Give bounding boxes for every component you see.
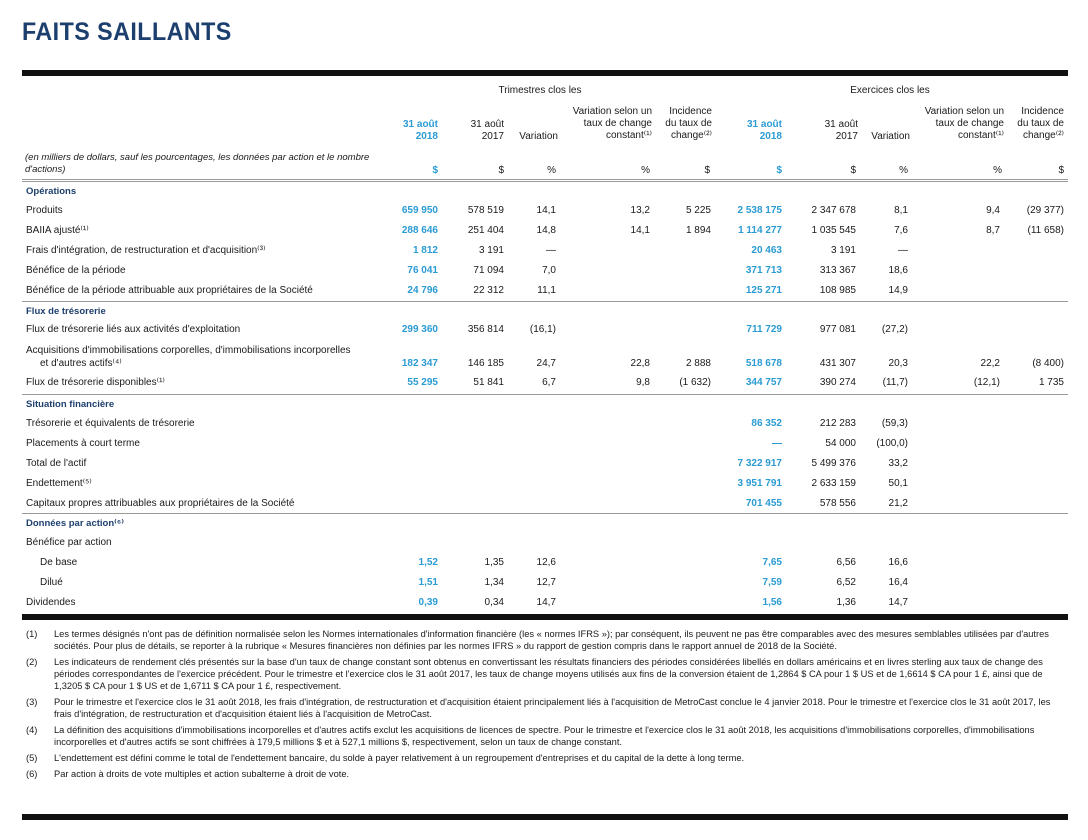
cell-y-variation: 14,9	[888, 285, 908, 296]
table-row	[22, 373, 1068, 393]
cell-y-constant: 22,2	[980, 358, 1000, 369]
page-bottom-rule	[22, 814, 1068, 820]
cell-q-impact: 5 225	[685, 205, 711, 216]
section-title: Données par action⁽⁶⁾	[26, 518, 125, 529]
cell-q-2018: 55 295	[407, 377, 438, 388]
cell-q-variation: —	[546, 245, 556, 256]
row-label: Placements à court terme	[26, 438, 140, 449]
footnote: (6) Par action à droits de vote multiples et action subalterne à droit de vote.	[26, 769, 350, 779]
cell-y-constant: 9,4	[986, 205, 1000, 216]
cell-q-variation: 24,7	[536, 358, 556, 369]
cell-y-2018: —	[772, 438, 782, 449]
cell-q-2018: 1,51	[418, 577, 438, 588]
years-group-heading: Exercices clos les	[850, 85, 930, 96]
row-label: Bénéfice de la période attribuable aux propriétaires de la Société	[26, 285, 313, 296]
header-y-2018: 31 août 2018	[746, 119, 782, 142]
row-label: De base	[40, 557, 78, 568]
cell-q-2018: 299 360	[401, 324, 438, 335]
header-q-2018: 31 août 2018	[402, 119, 438, 142]
cell-q-variation: 14,7	[536, 597, 556, 608]
cell-q-2017: 0,34	[484, 597, 504, 608]
cell-y-2018: 344 757	[745, 377, 782, 388]
table-row	[22, 342, 1068, 374]
cell-y-variation: (59,3)	[881, 418, 908, 429]
row-label: Total de l'actif	[26, 458, 87, 469]
unit-y-variation: %	[899, 165, 908, 176]
footnote: (1) Les termes désignés n'ont pas de définition normalisée selon les Normes internationales d'information financière (les « normes IFRS »); par conséquent, ils peuvent ne pas être comparables avec des mesures semblables utilisées par d'autres sociétés. Pour plus de détails, se reporter à la rubrique « Mesures financières non définies par les normes IFRS » du rapport de gestion compris dans le rapport annuel de 2018 de la Société.	[26, 629, 1049, 651]
row-label: Flux de trésorerie disponibles⁽¹⁾	[26, 377, 165, 388]
table-row	[22, 434, 1068, 454]
cell-y-2017: 2 633 159	[811, 478, 856, 489]
table-row	[22, 553, 1068, 573]
cell-y-2018: 701 455	[745, 498, 782, 509]
cell-y-2017: 2 347 678	[811, 205, 856, 216]
cell-q-2017: 3 191	[478, 245, 504, 256]
cell-q-constant: 22,8	[630, 358, 650, 369]
unit-q-variation: %	[547, 165, 556, 176]
cell-y-variation: (27,2)	[881, 324, 908, 335]
cell-q-variation: 14,1	[536, 205, 556, 216]
cell-q-2017: 1,34	[484, 577, 504, 588]
unit-q-2017: $	[498, 165, 504, 176]
cell-y-2018: 518 678	[745, 358, 782, 369]
cell-q-variation: (16,1)	[529, 324, 556, 335]
cell-q-constant: 13,2	[630, 205, 650, 216]
units-caption: (en milliers de dollars, sauf les pourcentages, les données par action et le nombre d'actions)	[25, 152, 370, 175]
footnote: (2) Les indicateurs de rendement clés présentés sur la base d'un taux de change constant sont obtenus en convertissant les résultats financiers des périodes considérées libellés en dollars américains et en livres sterling aux taux de change des périodes correspondantes de l'exercice précédent. Pour le trimestre et l'exercice clos le 31 août 2017, les taux de change moyens utilisés aux fins de la conversion étaient de 1,2864 $ CA pour 1 $ US et de 1,6614 $ CA pour 1 £, ainsi que de 1,3205 $ CA pour 1 $ US et de 1,6711 $ CA pour 1 £, respectivement.	[26, 657, 1043, 691]
header-q-2017: 31 août 2017	[470, 119, 504, 142]
row-label: Dividendes	[26, 597, 76, 608]
table-row	[22, 201, 1068, 221]
cell-y-2017: 390 274	[819, 377, 856, 388]
row-label: Dilué	[40, 577, 63, 588]
cell-y-2017: 108 985	[819, 285, 856, 296]
cell-q-variation: 6,7	[542, 377, 556, 388]
table-row	[22, 241, 1068, 261]
cell-y-2017: 578 556	[819, 498, 856, 509]
cell-y-2017: 431 307	[819, 358, 856, 369]
section-title: Situation financière	[26, 399, 115, 410]
cell-y-variation: 33,2	[888, 458, 908, 469]
cell-q-2017: 51 841	[473, 377, 504, 388]
table-row	[22, 494, 1068, 514]
section-title: Flux de trésorerie	[26, 306, 106, 317]
row-label: Endettement⁽⁵⁾	[26, 478, 92, 489]
table-row	[22, 593, 1068, 613]
cell-q-variation: 12,7	[536, 577, 556, 588]
footnotes	[22, 628, 1068, 784]
cell-q-2018: 659 950	[401, 205, 438, 216]
cell-q-constant: 9,8	[636, 377, 650, 388]
table-row	[22, 454, 1068, 474]
table-row	[22, 281, 1068, 301]
section-financial	[22, 394, 1068, 415]
cell-y-variation: 21,2	[888, 498, 908, 509]
cell-y-2017: 6,52	[836, 577, 856, 588]
section-title: Opérations	[26, 186, 77, 197]
cell-y-2018: 371 713	[745, 265, 782, 276]
cell-y-2018: 7,65	[762, 557, 782, 568]
cell-y-variation: 7,6	[894, 225, 908, 236]
cell-q-impact: 1 894	[685, 225, 711, 236]
unit-q-2018: $	[432, 165, 438, 176]
table-row	[22, 533, 1068, 553]
cell-y-2018: 7 322 917	[737, 458, 782, 469]
header-y-2017: 31 août 2017	[824, 119, 858, 142]
cell-q-variation: 11,1	[537, 285, 556, 296]
cell-q-impact: (1 632)	[679, 377, 711, 388]
section-cashflow	[22, 301, 1068, 322]
cell-y-2018: 2 538 175	[737, 205, 782, 216]
header-q-impact: Incidence du taux de change⁽²⁾	[665, 106, 712, 141]
cell-q-variation: 12,6	[536, 557, 556, 568]
cell-y-impact: (29 377)	[1026, 205, 1064, 216]
top-rule	[22, 70, 1068, 76]
cell-q-2017: 22 312	[473, 285, 504, 296]
cell-y-2018: 86 352	[751, 418, 782, 429]
row-label: Frais d'intégration, de restructuration et d'acquisition⁽³⁾	[26, 245, 266, 256]
cell-y-variation: 18,6	[888, 265, 908, 276]
table-row	[22, 414, 1068, 434]
table-row	[22, 261, 1068, 281]
cell-y-variation: —	[898, 245, 908, 256]
cell-q-constant: 14,1	[630, 225, 650, 236]
cell-y-variation: 14,7	[888, 597, 908, 608]
cell-y-2018: 20 463	[751, 245, 782, 256]
cell-q-2017: 356 814	[467, 324, 504, 335]
cell-y-variation: 20,3	[888, 358, 908, 369]
quarters-group-heading: Trimestres clos les	[498, 85, 582, 96]
cell-y-impact: (8 400)	[1032, 358, 1064, 369]
row-label: Trésorerie et équivalents de trésorerie	[26, 418, 195, 429]
cell-q-2018: 288 646	[401, 225, 438, 236]
cell-q-2018: 182 347	[401, 358, 438, 369]
unit-y-2018: $	[776, 165, 782, 176]
cell-q-variation: 14,8	[536, 225, 556, 236]
unit-y-constant: %	[993, 165, 1002, 176]
cell-y-2017: 313 367	[819, 265, 856, 276]
cell-q-2017: 146 185	[467, 358, 504, 369]
header-q-variation: Variation	[519, 131, 558, 142]
cell-y-2017: 6,56	[836, 557, 856, 568]
cell-y-variation: (100,0)	[876, 438, 908, 449]
row-label: Acquisitions d'immobilisations corporelles, d'immobilisations incorporelles et d'autres actifs⁽⁴⁾	[26, 345, 351, 369]
header-y-impact: Incidence du taux de change⁽²⁾	[1017, 106, 1064, 141]
cell-y-2018: 711 729	[746, 324, 782, 335]
cell-y-2017: 3 191	[830, 245, 856, 256]
cell-q-2017: 251 404	[467, 225, 504, 236]
unit-q-constant: %	[641, 165, 650, 176]
row-label: BAIIA ajusté⁽¹⁾	[26, 225, 89, 236]
header-divider	[22, 179, 1068, 180]
row-label: Capitaux propres attribuables aux propriétaires de la Société	[26, 498, 295, 509]
table-bottom-rule	[22, 614, 1068, 620]
cell-q-2018: 24 796	[407, 285, 438, 296]
cell-q-2017: 71 094	[473, 265, 504, 276]
row-label: Bénéfice par action	[26, 537, 112, 548]
cell-y-2017: 1 035 545	[811, 225, 856, 236]
cell-y-impact: 1 735	[1038, 377, 1064, 388]
cell-y-variation: 16,4	[888, 577, 908, 588]
header-q-constant: Variation selon un taux de change constant⁽¹⁾	[572, 106, 652, 141]
footnote: (3) Pour le trimestre et l'exercice clos le 31 août 2018, les frais d'intégration, de restructuration et d'acquisition étaient principalement liés à l'acquisition de MetroCast conclue le 4 janvier 2018. Pour le trimestre et l'exercice clos le 31 août 2017, les frais d'intégration, de restructuration et d'acquisition étaient liés à l'acquisition de MetroCast.	[26, 697, 1051, 719]
cell-y-variation: 16,6	[888, 557, 908, 568]
header-y-variation: Variation	[871, 131, 910, 142]
cell-y-variation: 50,1	[888, 478, 908, 489]
cell-q-2018: 1,52	[418, 557, 438, 568]
cell-y-2017: 5 499 376	[811, 458, 856, 469]
cell-y-2018: 125 271	[745, 285, 782, 296]
cell-q-variation: 7,0	[542, 265, 556, 276]
cell-q-2017: 578 519	[467, 205, 504, 216]
table-row	[22, 573, 1068, 593]
cell-y-2017: 1,36	[836, 597, 856, 608]
cell-y-variation: (11,7)	[882, 377, 908, 388]
row-label: Flux de trésorerie liés aux activités d'exploitation	[26, 324, 241, 335]
section-per-share	[22, 513, 1068, 534]
footnote: (4) La définition des acquisitions d'immobilisations incorporelles et d'autres actifs exclut les acquisitions de licences de spectre. Pour le trimestre et l'exercice clos le 31 août 2018, les acquisitions d'immobilisations corporelles, d'immobilisations incorporelles et d'autres actifs se sont chiffrées à 179,5 millions $ et à 527,1 millions $, respectivement, selon un taux de change constant.	[26, 725, 1035, 747]
cell-y-2017: 212 283	[819, 418, 856, 429]
header-y-constant: Variation selon un taux de change constant⁽¹⁾	[924, 106, 1004, 141]
cell-y-2017: 54 000	[825, 438, 856, 449]
section-operations	[22, 181, 1068, 202]
cell-y-constant: 8,7	[986, 225, 1000, 236]
cell-y-2018: 1 114 277	[738, 225, 782, 236]
cell-y-2018: 1,56	[762, 597, 782, 608]
page-title: FAITS SAILLANTS	[22, 18, 232, 46]
cell-q-2018: 76 041	[407, 265, 438, 276]
row-label: Bénéfice de la période	[26, 265, 126, 276]
table-row	[22, 221, 1068, 241]
cell-y-2018: 3 951 791	[737, 478, 782, 489]
table-row	[22, 320, 1068, 340]
unit-y-2017: $	[850, 165, 856, 176]
cell-y-variation: 8,1	[894, 205, 908, 216]
cell-y-impact: (11 658)	[1027, 225, 1064, 236]
table-row	[22, 474, 1068, 494]
cell-q-2017: 1,35	[484, 557, 504, 568]
row-label: Produits	[26, 205, 63, 216]
cell-q-2018: 0,39	[418, 597, 438, 608]
cell-q-impact: 2 888	[685, 358, 711, 369]
unit-y-impact: $	[1058, 165, 1064, 176]
unit-q-impact: $	[704, 165, 710, 176]
footnote: (5) L'endettement est défini comme le total de l'endettement bancaire, du solde à payer relativement à un regroupement d'entreprises et du capital de la dette à long terme.	[26, 753, 745, 763]
cell-y-2017: 977 081	[819, 324, 856, 335]
cell-y-2018: 7,59	[762, 577, 782, 588]
cell-q-2018: 1 812	[412, 245, 438, 256]
cell-y-constant: (12,1)	[973, 377, 1000, 388]
